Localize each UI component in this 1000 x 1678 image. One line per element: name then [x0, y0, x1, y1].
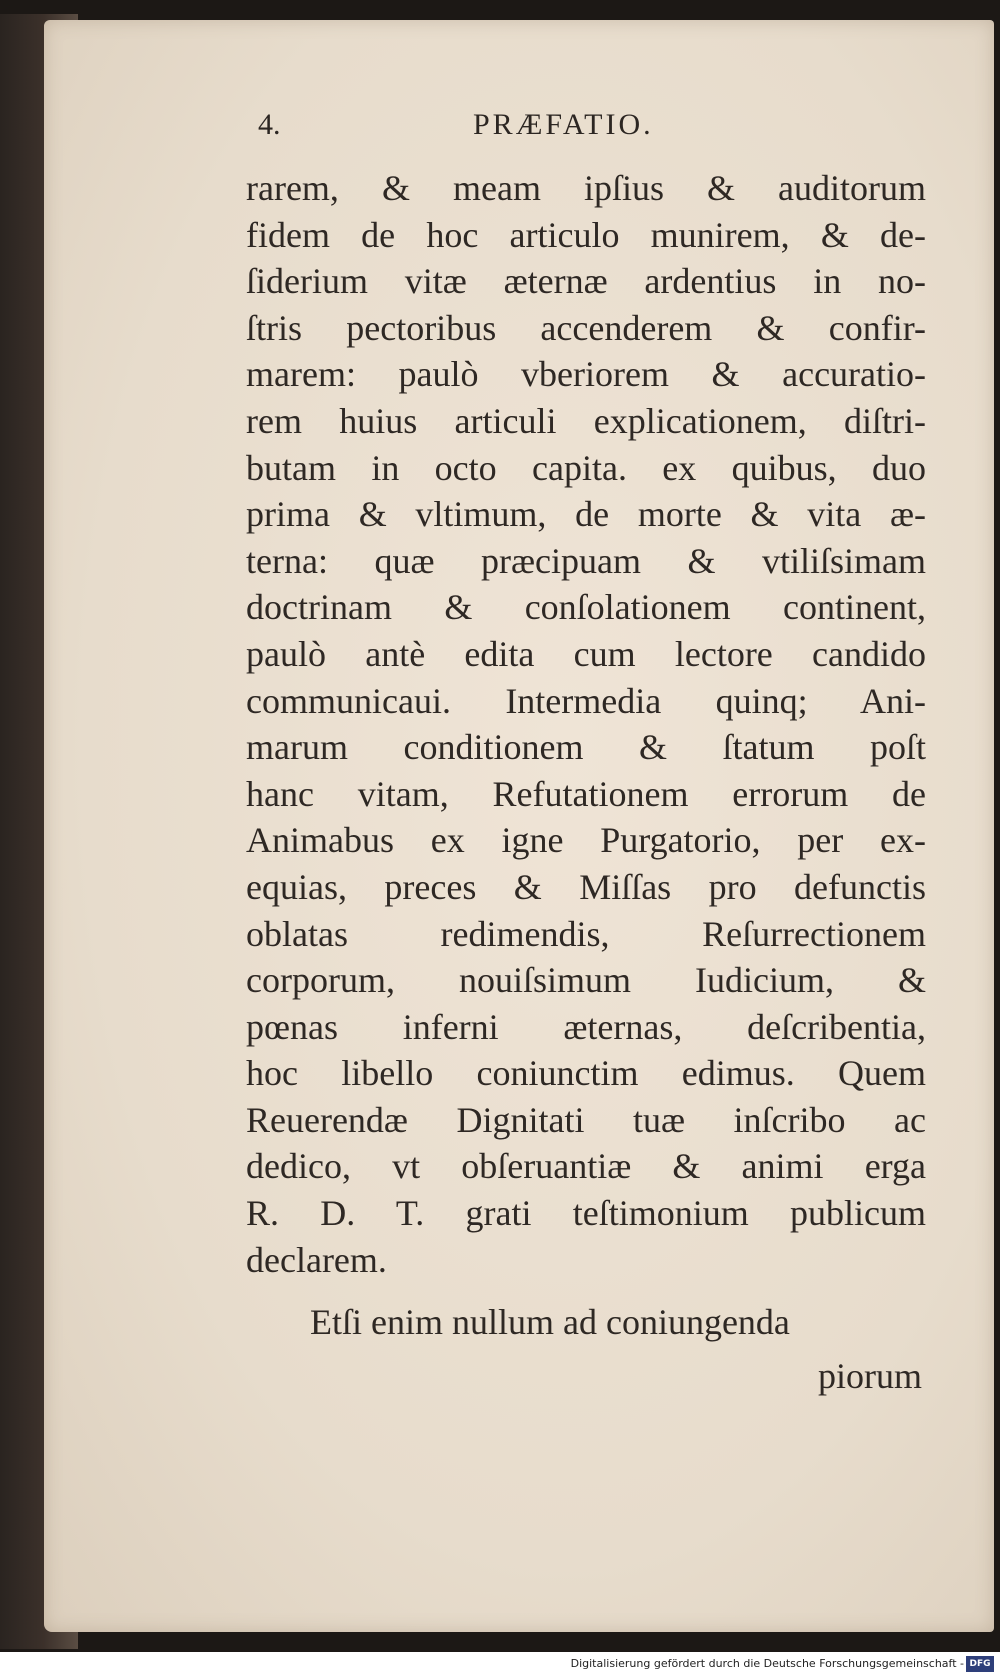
text-line: dedico, vt obſeruantiæ & animi erga [246, 1146, 926, 1187]
text-line: butam in octo capita. ex quibus, duo [246, 447, 926, 488]
paragraph-2 [310, 1295, 922, 1403]
text-line: ſtris pectoribus accenderem & confir- [246, 307, 926, 348]
text-line: Etſi enim nullum ad coniungenda [310, 1302, 790, 1342]
dfg-logo: DFG [966, 1656, 994, 1672]
text-line: marum conditionem & ſtatum poſt [246, 727, 926, 768]
text-line: doctrinam & conſolationem continent, [246, 587, 926, 628]
text-line: declarem. [246, 1239, 387, 1280]
text-line: hoc libello coniunctim edimus. Quem [246, 1053, 926, 1094]
text-line: corporum, nouiſsimum Iudicium, & [246, 960, 926, 1001]
text-line: oblatas redimendis, Reſurrectionem [246, 913, 926, 954]
text-line: equias, preces & Miſſas pro defunctis [246, 866, 926, 907]
text-line: ſiderium vitæ æternæ ardentius in no- [246, 261, 926, 302]
funding-credit: Digitalisierung gefördert durch die Deutsche Forschungsgemeinschaft - [570, 1657, 964, 1670]
text-line: rem huius articuli explicationem, diſtri- [246, 400, 926, 441]
text-line: prima & vltimum, de morte & vita æ- [246, 494, 926, 535]
page-number: 4. [258, 108, 281, 141]
running-title: PRÆFATIO. [473, 108, 654, 141]
text-line: pœnas inferni æternas, deſcribentia, [246, 1006, 926, 1047]
footer-bar [0, 1652, 1000, 1678]
text-line: Reuerendæ Dignitati tuæ inſcribo ac [246, 1099, 926, 1140]
text-line: terna: quæ præcipuam & vtiliſsimam [246, 540, 926, 581]
text-line: communicaui. Intermedia quinq; Ani- [246, 680, 926, 721]
text-line: R. D. T. grati teſtimonium publicum [246, 1193, 926, 1234]
catchword: piorum [818, 1356, 922, 1396]
text-line: Animabus ex igne Purgatorio, per ex- [246, 820, 926, 861]
text-line: marem: paulò vberiorem & accuratio- [246, 354, 926, 395]
text-line: hanc vitam, Refutationem errorum de [246, 773, 926, 814]
text-line: paulò antè edita cum lectore candido [246, 633, 926, 674]
page-header [258, 108, 678, 148]
paragraph-1 [246, 165, 926, 1283]
text-line: fidem de hoc articulo munirem, & de- [246, 214, 926, 255]
text-line: rarem, & meam ipſius & auditorum [246, 168, 926, 208]
